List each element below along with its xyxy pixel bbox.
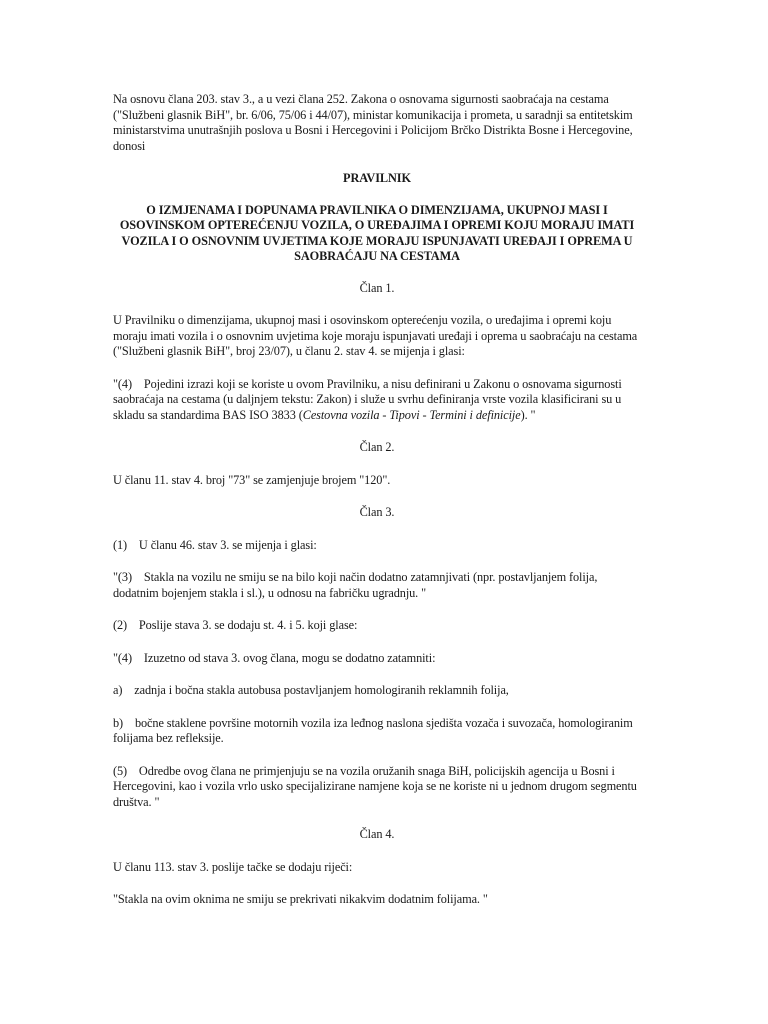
- article-3-paragraph-3: (2) Poslije stava 3. se dodaju st. 4. i 5. koji glase:: [113, 618, 358, 632]
- article-3-item-a: a) zadnja i bočna stakla autobusa postavljanjem homologiranih reklamnih folija,: [113, 683, 509, 697]
- document-subtitle: O IZMJENAMA I DOPUNAMA PRAVILNIKA O DIMENZIJAMA, UKUPNOJ MASI I OSOVINSKOM OPTEREĆENJU VOZILA, O UREĐAJIMA I OPREMI KOJU MORAJU IMATI VOZILA I O OSNOVNIM UVJETIMA KOJE MORAJU ISPUNJAVATI UREĐAJI I OPREMA U SAOBRAĆAJU NA CESTAMA: [119, 202, 635, 263]
- document-body: [113, 92, 641, 925]
- article-heading-4: Član 4.: [359, 827, 395, 841]
- article-heading-2: Član 2.: [359, 440, 395, 454]
- article-3-paragraph-5: (5) Odredbe ovog člana ne primjenjuju se na vozila oružanih snaga BiH, policijskih agencija u Bosni i Hercegovini, kao i vozila vrlo usko specijalizirane namjene koja se ne koriste ni u jednom drugom segmentu društva. ": [113, 763, 640, 809]
- intro-paragraph: Na osnovu člana 203. stav 3., a u vezi člana 252. Zakona o osnovama sigurnosti saobraćaja na cestama ("Službeni glasnik BiH", br. 6/06, 75/06 i 44/07), ministar komunikacija i prometa, u saradnji sa entitetskim ministarstvima unutrašnjih poslova u Bosni i Hercegovini i Policijom Brčko Distrikta Bosne i Hercegovine, donosi: [113, 92, 633, 153]
- article-1-quote-end: ). ": [520, 407, 536, 422]
- article-4-paragraph-2: "Stakla na ovim oknima ne smiju se prekrivati nikakvim dodatnim folijama. ": [113, 892, 488, 906]
- document-title: PRAVILNIK: [343, 171, 411, 185]
- article-3-paragraph-4: "(4) Izuzetno od stava 3. ovog člana, mogu se dodatno zatamniti:: [113, 650, 436, 665]
- article-1-quote: [113, 377, 641, 424]
- article-heading-3: Član 3.: [359, 505, 395, 519]
- article-3-paragraph-1: (1) U članu 46. stav 3. se mijenja i glasi:: [113, 537, 317, 552]
- article-2-text: U članu 11. stav 4. broj "73" se zamjenjuje brojem "120".: [113, 472, 391, 487]
- article-3-paragraph-2: "(3) Stakla na vozilu ne smiju se na bilo koji način dodatno zatamnjivati (npr. postavljanjem folija, dodatnim bojenjem stakla i sl.), u odnosu na fabričku ugradnju. ": [113, 570, 601, 600]
- article-4-paragraph-1: U članu 113. stav 3. poslije tačke se dodaju riječi:: [113, 859, 353, 874]
- article-1-quote-italic: Cestovna vozila - Tipovi - Termini i definicije: [302, 407, 521, 422]
- article-1-text: U Pravilniku o dimenzijama, ukupnoj masi i osovinskom opterećenju vozila, o uređajima i opremi koju moraju imati vozila i o osnovnim uvjetima koje moraju ispunjavati uređaji i oprema u saobraćaju na cestama ("Službeni glasnik BiH", broj 23/07), u članu 2. stav 4. se mijenja i glasi:: [113, 313, 638, 358]
- article-heading-1: Član 1.: [359, 280, 395, 295]
- article-3-item-b: b) bočne staklene površine motornih vozila iza leđnog naslona sjedišta vozača i suvozača, homologiranim folijama bez refleksije.: [113, 715, 636, 745]
- article-1-quote-start: "(4) Pojedini izrazi koji se koriste u ovom Pravilniku, a nisu definirani u Zakonu o osnovama sigurnosti saobraćaja na cestama (u daljnjem tekstu: Zakon) i služe u svrhu definiranja vrste vozila klasificirani su u skladu sa standardima BAS ISO 3833 (: [113, 376, 625, 422]
